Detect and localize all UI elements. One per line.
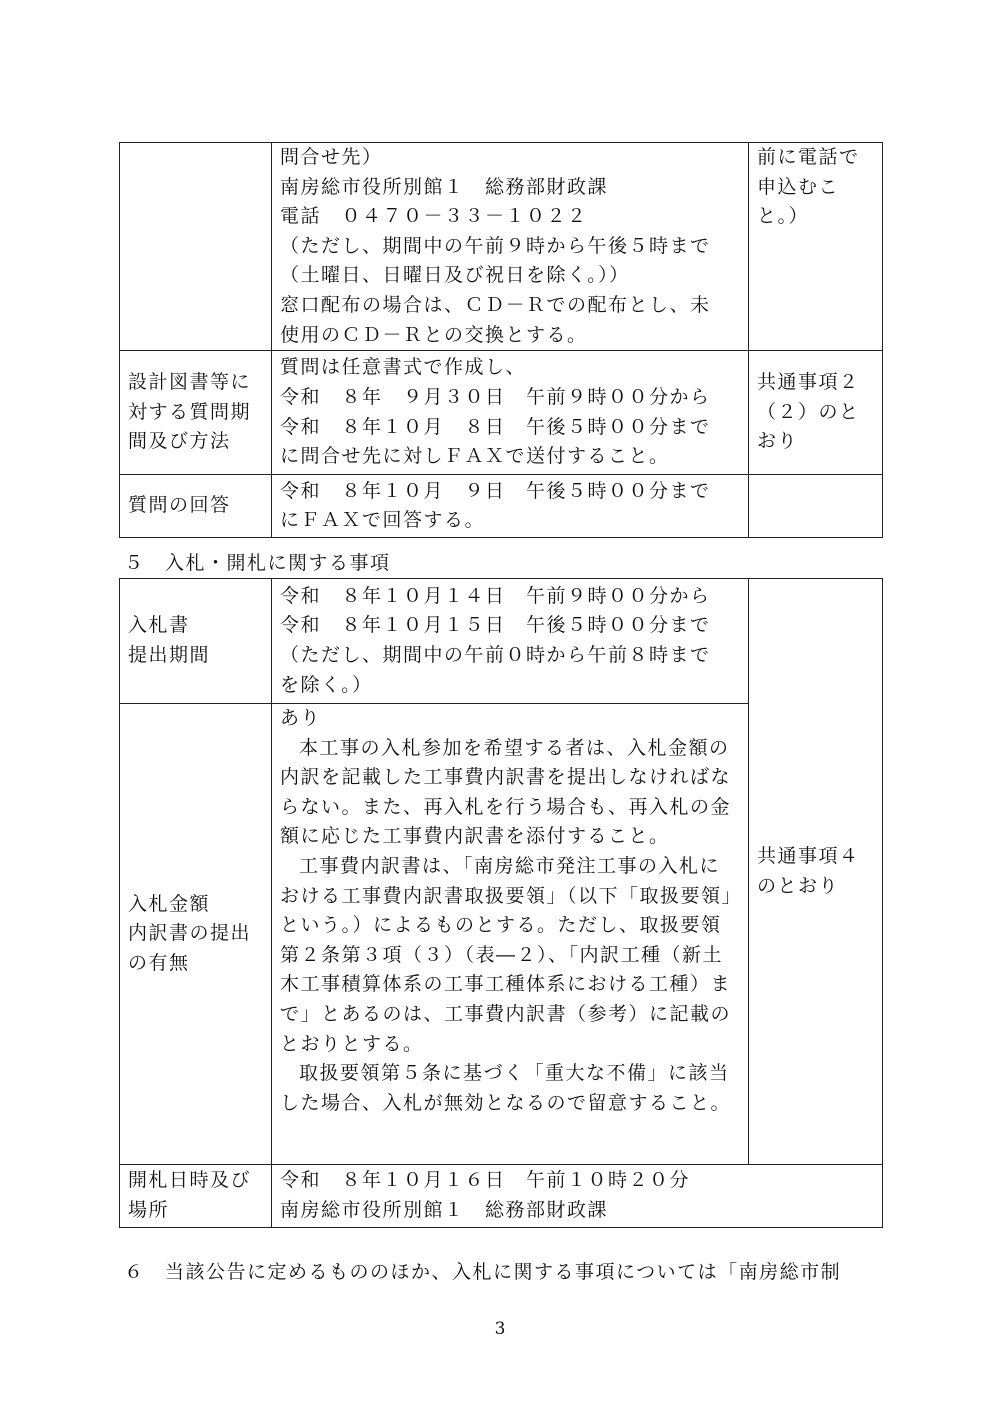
row-note: [749, 143, 883, 351]
row-content: [272, 1165, 883, 1228]
row-content: [272, 579, 749, 704]
table-row: [120, 351, 883, 475]
note-line: 共通事項２: [757, 371, 860, 394]
bidding-table: [119, 578, 883, 1228]
note-line: と。）: [757, 205, 810, 228]
content-line: 令和 ８年１０月 ９日 午後５時００分まで: [280, 479, 711, 502]
content-paragraph: 本工事の入札参加を希望する者は、入札金額の内訳を記載した工事費内訳書を提出しなければならない。また、再入札を行う場合も、再入札の金額に応じた工事費内訳書を添付すること。: [280, 736, 732, 848]
row-content: [272, 351, 749, 475]
section-heading: ５ 入札・開札に関する事項: [124, 552, 391, 574]
label-line: 対する質問期: [128, 400, 252, 423]
content-paragraph: 工事費内訳書は、「南房総市発注工事の入札における工事費内訳書取扱要領」（以下「取扱要領」という。）によるものとする。ただし、取扱要領第２条第３項（３）（表―２）、「内訳工種（新土木工事積算体系の工事工種体系における工種）まで」とあるのは、工事費内訳書（参考）に記載のとおりとする。: [280, 854, 733, 1055]
row-label: [120, 1165, 272, 1228]
note-line: 共通事項４: [757, 844, 860, 867]
content-line: 令和 ８年１０月１６日 午前１０時２０分: [280, 1169, 691, 1192]
content-line: 南房総市役所別館１ 総務部財政課: [280, 175, 609, 198]
label-line: 質問の回答: [128, 494, 231, 517]
row-note: [749, 579, 883, 1165]
content-line: に問合せ先に対しＦＡＸで送付すること。: [280, 445, 670, 468]
content-line: 南房総市役所別館１ 総務部財政課: [280, 1199, 609, 1221]
row-note: [749, 351, 883, 475]
row-label: [120, 704, 272, 1165]
label-line: 間及び方法: [128, 430, 231, 453]
content-line: 令和 ８年 ９月３０日 午前９時００分から: [280, 386, 711, 409]
row-content: [272, 704, 749, 1165]
content-line: 電話 ０４７０－３３－１０２２: [280, 205, 588, 228]
content-line: 令和 ８年１０月１４日 午前９時００分から: [280, 584, 711, 607]
content-line: 令和 ８年１０月 ８日 午後５時００分まで: [280, 415, 711, 438]
table-row: [120, 143, 883, 351]
label-line: 内訳書の提出: [128, 922, 252, 945]
content-line: （ただし、期間中の午前０時から午前８時まで: [280, 644, 711, 666]
note-line: 申込むこ: [757, 175, 840, 198]
content-line: 窓口配布の場合は、ＣＤ－Ｒでの配布とし、未: [280, 293, 711, 316]
row-label: [120, 351, 272, 475]
note-line: おり: [757, 430, 799, 453]
row-label: [120, 579, 272, 704]
schedule-table: [119, 142, 883, 538]
table-row: [120, 475, 883, 538]
content-line: 使用のＣＤ－Ｒとの交換とする。: [280, 323, 588, 346]
label-line: の有無: [128, 951, 190, 974]
content-line: を除く。）: [280, 673, 373, 696]
content-paragraph: 取扱要領第５条に基づく「重大な不備」に該当した場合、入札が無効となるので留意すること。: [280, 1062, 732, 1114]
table-row: [120, 579, 883, 704]
content-line: 問合せ先）: [280, 146, 383, 168]
section-6-text: ６ 当該公告に定めるもののほか、入札に関する事項については「南房総市制: [124, 1261, 842, 1283]
table-row: [120, 1165, 883, 1228]
note-line: 前に電話で: [757, 146, 860, 168]
note-line: （２）のと: [757, 400, 860, 423]
row-content: [272, 475, 749, 538]
label-line: 場所: [128, 1199, 170, 1221]
content-line: 質問は任意書式で作成し、: [280, 356, 527, 379]
content-line: 令和 ８年１０月１５日 午後５時００分まで: [280, 614, 711, 637]
label-line: 入札金額: [128, 892, 211, 915]
row-content: [272, 143, 749, 351]
row-label: [120, 143, 272, 351]
note-line: のとおり: [757, 874, 840, 897]
label-line: 開札日時及び: [128, 1169, 252, 1192]
row-note: [749, 475, 883, 538]
label-line: 設計図書等に: [128, 371, 252, 394]
content-line: （ただし、期間中の午前９時から午後５時まで: [280, 234, 711, 257]
content-line: にＦＡＸで回答する。: [280, 509, 486, 532]
label-line: 入札書: [128, 614, 190, 637]
page-number: 3: [494, 1319, 506, 1339]
content-line: （土曜日、日曜日及び祝日を除く。））: [280, 264, 630, 287]
content-paragraph: あり: [280, 707, 322, 729]
label-line: 提出期間: [128, 644, 211, 666]
row-label: [120, 475, 272, 538]
